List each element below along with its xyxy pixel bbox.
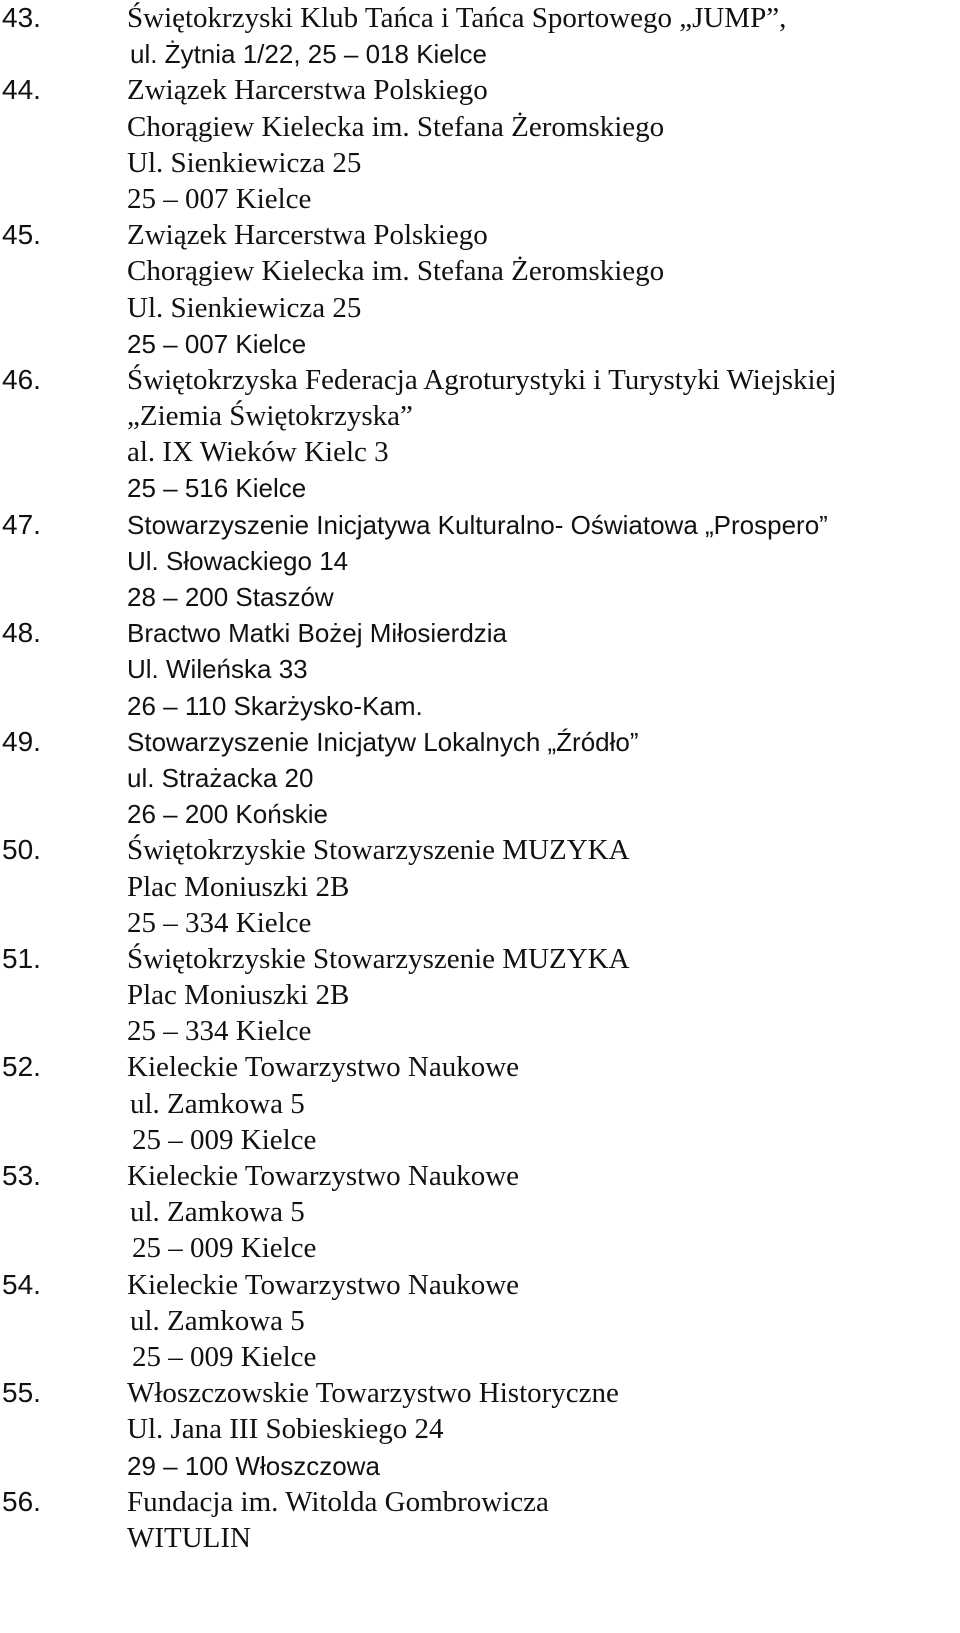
- entry-address-line: [0, 543, 960, 579]
- entry-name-line: [0, 615, 960, 651]
- entry-address-line: [0, 434, 960, 470]
- list-item: [0, 724, 960, 833]
- entry-address-line: [0, 1013, 960, 1049]
- entry-address-line: [0, 36, 960, 72]
- entry-name-line: [0, 1158, 960, 1194]
- address-text: 25 – 516 Kielce: [127, 473, 307, 504]
- entry-address-line: [0, 796, 960, 832]
- entry-name-line: [0, 217, 960, 253]
- address-text: Plac Moniuszki 2B: [127, 979, 350, 1012]
- address-text: WITULIN: [127, 1521, 252, 1554]
- address-text: Ul. Wileńska 33: [127, 654, 308, 685]
- entry-name-line: [0, 507, 960, 543]
- entry-name-line: [0, 1375, 960, 1411]
- address-text: Chorągiew Kielecka im. Stefana Żeromskiego: [127, 110, 665, 143]
- entry-address-line: [0, 1194, 960, 1230]
- entry-number: 45.: [2, 219, 41, 251]
- address-text: „Ziemia Świętokrzyska”: [127, 400, 413, 433]
- address-text: ul. Żytnia 1/22, 25 – 018 Kielce: [130, 39, 488, 70]
- list-item: [0, 832, 960, 941]
- entry-address-line: [0, 1448, 960, 1484]
- entry-number: 47.: [2, 508, 41, 540]
- address-text: al. IX Wieków Kielc 3: [127, 436, 389, 469]
- entry-number: 55.: [2, 1377, 41, 1409]
- list-item: [0, 72, 960, 217]
- list-item: [0, 1484, 960, 1556]
- entry-address-line: [0, 905, 960, 941]
- entry-number: 46.: [2, 363, 41, 395]
- address-text: 25 – 007 Kielce: [127, 182, 312, 215]
- entry-number: 49.: [2, 725, 41, 757]
- entry-address-line: [0, 760, 960, 796]
- organization-name: Fundacja im. Witolda Gombrowicza: [127, 1485, 549, 1518]
- entry-number: 50.: [2, 834, 41, 866]
- list-item: [0, 362, 960, 507]
- entry-name-line: [0, 724, 960, 760]
- list-item: [0, 615, 960, 724]
- address-text: 25 – 009 Kielce: [132, 1232, 317, 1265]
- entry-name-line: [0, 1049, 960, 1085]
- entry-address-line: [0, 579, 960, 615]
- entry-number: 48.: [2, 617, 41, 649]
- organization-name: Stowarzyszenie Inicjatywa Kulturalno- Oświatowa „Prospero”: [127, 509, 828, 540]
- entry-address-line: [0, 1122, 960, 1158]
- list-item: [0, 1267, 960, 1376]
- entry-address-line: [0, 977, 960, 1013]
- organization-name: Włoszczowskie Towarzystwo Historyczne: [127, 1377, 619, 1410]
- entry-address-line: [0, 869, 960, 905]
- address-text: ul. Zamkowa 5: [130, 1087, 305, 1120]
- list-item: [0, 0, 960, 72]
- entry-number: 51.: [2, 942, 41, 974]
- entry-address-line: [0, 1086, 960, 1122]
- address-text: 25 – 009 Kielce: [132, 1123, 317, 1156]
- organization-name: Stowarzyszenie Inicjatyw Lokalnych „Źródło”: [127, 726, 639, 757]
- address-text: 25 – 334 Kielce: [127, 906, 312, 939]
- entry-name-line: [0, 0, 960, 36]
- address-text: Chorągiew Kielecka im. Stefana Żeromskiego: [127, 255, 665, 288]
- entry-address-line: [0, 253, 960, 289]
- entry-address-line: [0, 688, 960, 724]
- organization-name: Związek Harcerstwa Polskiego: [127, 219, 488, 252]
- address-text: 29 – 100 Włoszczowa: [127, 1450, 380, 1481]
- address-text: 28 – 200 Staszów: [127, 582, 334, 612]
- entry-address-line: [0, 398, 960, 434]
- organization-name: Świętokrzyska Federacja Agroturystyki i Turystyki Wiejskiej: [127, 363, 837, 396]
- entry-address-line: [0, 470, 960, 506]
- address-text: ul. Strażacka 20: [127, 762, 314, 793]
- organization-name: Kieleckie Towarzystwo Naukowe: [127, 1051, 520, 1084]
- entry-name-line: [0, 1267, 960, 1303]
- entry-address-line: [0, 145, 960, 181]
- list-item: [0, 941, 960, 1050]
- entry-name-line: [0, 1484, 960, 1520]
- organization-name: Świętokrzyski Klub Tańca i Tańca Sportowego „JUMP”,: [127, 2, 787, 34]
- address-text: 26 – 200 Końskie: [127, 799, 328, 830]
- address-text: Plac Moniuszki 2B: [127, 870, 350, 903]
- entry-address-line: [0, 290, 960, 326]
- address-text: Ul. Słowackiego 14: [127, 545, 349, 576]
- entry-address-line: [0, 1339, 960, 1375]
- list-item: [0, 217, 960, 362]
- entry-address-line: [0, 1303, 960, 1339]
- entry-number: 56.: [2, 1485, 41, 1517]
- entry-name-line: [0, 941, 960, 977]
- entry-address-line: [0, 1230, 960, 1266]
- entry-number: 53.: [2, 1160, 41, 1191]
- address-text: 25 – 334 Kielce: [127, 1015, 312, 1048]
- organization-name: Bractwo Matki Bożej Miłosierdzia: [127, 618, 508, 649]
- entry-address-line: [0, 651, 960, 687]
- entry-number: 52.: [2, 1051, 41, 1083]
- address-text: Ul. Sienkiewicza 25: [127, 291, 362, 324]
- entry-number: 43.: [2, 2, 41, 33]
- address-text: ul. Zamkowa 5: [130, 1304, 305, 1337]
- entry-address-line: [0, 181, 960, 217]
- address-text: ul. Zamkowa 5: [130, 1196, 305, 1229]
- entry-name-line: [0, 72, 960, 108]
- address-text: Ul. Jana III Sobieskiego 24: [127, 1413, 444, 1446]
- list-item: [0, 507, 960, 616]
- organization-name: Świętokrzyskie Stowarzyszenie MUZYKA: [127, 834, 630, 867]
- organization-name: Związek Harcerstwa Polskiego: [127, 74, 488, 107]
- entry-number: 44.: [2, 74, 41, 106]
- organization-name: Kieleckie Towarzystwo Naukowe: [127, 1268, 520, 1301]
- entry-address-line: [0, 109, 960, 145]
- entry-number: 54.: [2, 1268, 41, 1300]
- address-text: 25 – 007 Kielce: [127, 328, 307, 359]
- organization-name: Świętokrzyskie Stowarzyszenie MUZYKA: [127, 942, 630, 975]
- entry-address-line: [0, 326, 960, 362]
- entry-name-line: [0, 832, 960, 868]
- list-item: [0, 1049, 960, 1158]
- organization-name: Kieleckie Towarzystwo Naukowe: [127, 1160, 520, 1192]
- entry-address-line: [0, 1520, 960, 1556]
- address-text: 26 – 110 Skarżysko-Kam.: [127, 690, 423, 721]
- list-item: [0, 1158, 960, 1267]
- address-text: 25 – 009 Kielce: [132, 1340, 317, 1373]
- address-text: Ul. Sienkiewicza 25: [127, 146, 362, 179]
- entry-address-line: [0, 1411, 960, 1447]
- entry-name-line: [0, 362, 960, 398]
- list-item: [0, 1375, 960, 1484]
